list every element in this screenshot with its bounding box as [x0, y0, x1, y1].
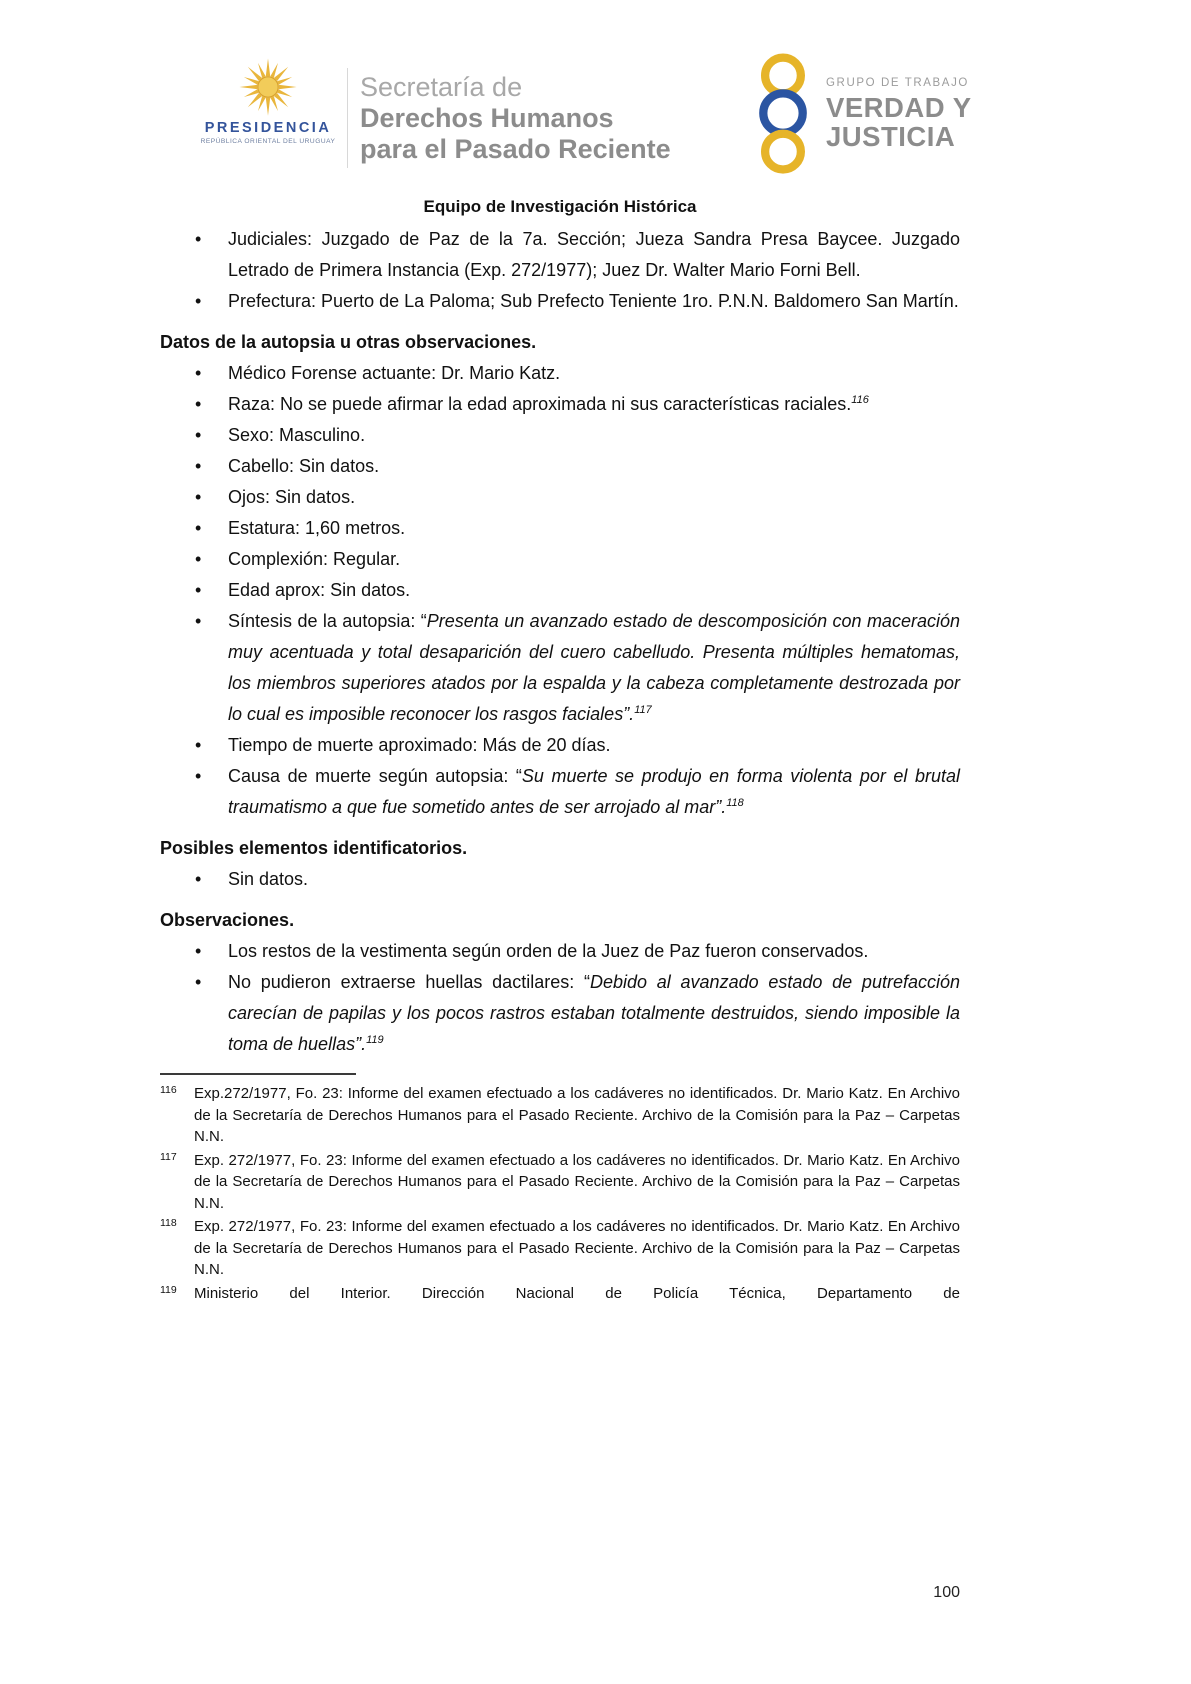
footnote-text: Exp. 272/1977, Fo. 23: Informe del examen efectuado a los cadáveres no identificados. Dr. Mario Katz. En Archivo de la Secretaría de Derechos Humanos para el Pasado Reciente. Archivo de la Comisión para la Paz – Carpetas N.N.	[194, 1151, 960, 1212]
header-divider	[347, 68, 348, 168]
footnote	[160, 1283, 960, 1305]
bullet-text	[228, 291, 959, 311]
bullet-marker: •	[195, 229, 202, 249]
text-segment: Médico Forense actuante: Dr. Mario Katz.	[228, 363, 561, 383]
rings-icon	[750, 52, 816, 176]
bullet-marker: •	[195, 735, 202, 755]
bullet-text	[228, 425, 365, 445]
bullet-marker: •	[195, 580, 202, 600]
bullet-item	[160, 575, 960, 606]
bullet-item	[160, 224, 960, 286]
bullet-text	[228, 487, 355, 507]
text-segment: Sin datos.	[228, 869, 309, 889]
bullet-text	[228, 735, 611, 755]
bullet-marker: •	[195, 425, 202, 445]
footnote	[160, 1083, 960, 1148]
bullet-list	[160, 358, 960, 823]
footnotes	[160, 1083, 960, 1304]
text-segment: Prefectura: Puerto de La Paloma; Sub Prefecto Teniente 1ro. P.N.N. Baldomero San Martín.	[228, 291, 959, 311]
bullet-text	[228, 229, 960, 280]
bullet-marker: •	[195, 291, 202, 311]
text-segment: Su muerte se produjo en forma violenta por el brutal traumatismo a que fue sometido antes de ser arrojado al mar”.	[228, 766, 961, 817]
bullet-marker: •	[195, 941, 202, 961]
bullet-item	[160, 936, 960, 967]
bullet-marker: •	[195, 363, 202, 383]
footnote-text: Ministerio del Interior. Dirección Nacional de Policía Técnica, Departamento de	[194, 1284, 960, 1302]
bullet-item	[160, 544, 960, 575]
bullet-text	[228, 972, 960, 1054]
text-segment: Los restos de la vestimenta según orden de la Juez de Paz fueron conservados.	[228, 941, 869, 961]
bullet-text	[228, 456, 379, 476]
text-segment: Síntesis de la autopsia: “	[228, 611, 427, 631]
footnote	[160, 1216, 960, 1281]
section-heading: Observaciones.	[160, 910, 295, 930]
footnote-ref: 116	[851, 394, 869, 406]
bullet-marker: •	[195, 972, 202, 992]
bullet-item	[160, 286, 960, 317]
footnote-number: 117	[160, 1150, 177, 1163]
bullet-marker: •	[195, 549, 202, 569]
text-segment: Cabello: Sin datos.	[228, 456, 380, 476]
bullet-item	[160, 967, 960, 1060]
bullet-item	[160, 389, 960, 420]
text-segment: Causa de muerte según autopsia: “	[228, 766, 522, 786]
bullet-text	[228, 518, 405, 538]
grupo-line1: GRUPO DE TRABAJO	[826, 77, 969, 89]
bullet-list	[160, 224, 960, 317]
bullet-item	[160, 513, 960, 544]
page-header	[0, 0, 1191, 196]
bullet-text	[228, 869, 308, 889]
presidencia-logo	[193, 56, 343, 145]
text-segment: Raza: No se puede afirmar la edad aproximada ni sus características raciales.	[228, 394, 852, 414]
bullet-list	[160, 864, 960, 895]
bullet-item	[160, 420, 960, 451]
text-segment: Complexión: Regular.	[228, 549, 401, 569]
bullet-marker: •	[195, 869, 202, 889]
footnote-ref: 118	[726, 797, 744, 809]
bullet-text	[228, 766, 960, 817]
bullet-text	[228, 580, 410, 600]
sun-icon	[237, 56, 299, 118]
bullet-item	[160, 451, 960, 482]
text-segment: No pudieron extraerse huellas dactilares: “	[228, 972, 590, 992]
bullet-marker: •	[195, 394, 202, 414]
grupo-logo	[750, 52, 972, 176]
bullet-marker: •	[195, 487, 202, 507]
bullet-marker: •	[195, 766, 202, 786]
secretaria-line2: Derechos Humanos	[360, 103, 614, 133]
grupo-line3: JUSTICIA	[826, 121, 956, 152]
presidencia-wordmark: PRESIDENCIA	[204, 120, 332, 136]
text-segment: Judiciales: Juzgado de Paz de la 7a. Sección; Jueza Sandra Presa Baycee. Juzgado Letrado de Primera Instancia (Exp. 272/1977); Juez Dr. Walter Mario Forni Bell.	[228, 229, 960, 280]
footnote	[160, 1150, 960, 1215]
footnote-text: Exp.272/1977, Fo. 23: Informe del examen efectuado a los cadáveres no identificados. Dr. Mario Katz. En Archivo de la Secretaría de Derechos Humanos para el Pasado Reciente. Archivo de la Comisión para la Paz – Carpetas N.N.	[194, 1085, 960, 1145]
footnote-ref: 119	[366, 1034, 384, 1046]
bullet-list	[160, 936, 960, 1060]
bullet-item	[160, 864, 960, 895]
bullet-marker: •	[195, 518, 202, 538]
grupo-wordmark	[826, 77, 972, 151]
text-segment: Edad aprox: Sin datos.	[228, 580, 411, 600]
footnote-number: 116	[160, 1084, 177, 1096]
grupo-line2: VERDAD Y	[826, 92, 972, 123]
bullet-marker: •	[195, 456, 202, 476]
bullet-text	[228, 941, 868, 961]
bullet-item	[160, 761, 960, 823]
page-number: 100	[933, 1584, 960, 1601]
team-title: Equipo de Investigación Histórica	[423, 197, 697, 216]
footnote-number: 118	[160, 1217, 177, 1229]
footnote-text: Exp. 272/1977, Fo. 23: Informe del examen efectuado a los cadáveres no identificados. Dr. Mario Katz. En Archivo de la Secretaría de Derechos Humanos para el Pasado Reciente. Archivo de la Comisión para la Paz – Carpetas N.N.	[194, 1218, 960, 1278]
text-segment: Sexo: Masculino.	[228, 425, 366, 445]
text-segment: Tiempo de muerte aproximado: Más de 20 días.	[228, 735, 611, 755]
bullet-text	[228, 363, 560, 383]
footnote-ref: 117	[634, 704, 652, 716]
section-heading: Posibles elementos identificatorios.	[160, 838, 468, 858]
bullet-text	[228, 611, 960, 724]
secretaria-line3: para el Pasado Reciente	[360, 134, 671, 164]
bullet-item	[160, 482, 960, 513]
text-segment: Estatura: 1,60 metros.	[228, 518, 406, 538]
text-segment: Presenta un avanzado estado de descomposición con maceración muy acentuada y total desaparición del cuero cabelludo. Presenta múltiples hematomas, los miembros superiores atados por la espalda y la cabeza completamente destrozada por lo cual es imposible reconocer los rasgos faciales”.	[228, 611, 960, 724]
document-body	[160, 224, 960, 1060]
secretaria-wordmark	[360, 72, 671, 165]
text-segment: Debido al avanzado estado de putrefacción carecían de papilas y los pocos rastros estaban totalmente destruidos, siendo imposible la toma de huellas”.	[228, 972, 960, 1054]
bullet-marker: •	[195, 611, 202, 631]
presidencia-subtitle: REPÚBLICA ORIENTAL DEL URUGUAY	[200, 138, 336, 145]
bullet-text	[228, 549, 400, 569]
bullet-item	[160, 606, 960, 730]
bullet-item	[160, 358, 960, 389]
text-segment: Ojos: Sin datos.	[228, 487, 356, 507]
bullet-text	[228, 394, 869, 414]
secretaria-line1: Secretaría de	[360, 72, 523, 102]
footnote-number: 119	[160, 1283, 177, 1296]
bullet-item	[160, 730, 960, 761]
section-heading: Datos de la autopsia u otras observaciones.	[160, 332, 537, 352]
footnote-separator	[160, 1073, 356, 1075]
